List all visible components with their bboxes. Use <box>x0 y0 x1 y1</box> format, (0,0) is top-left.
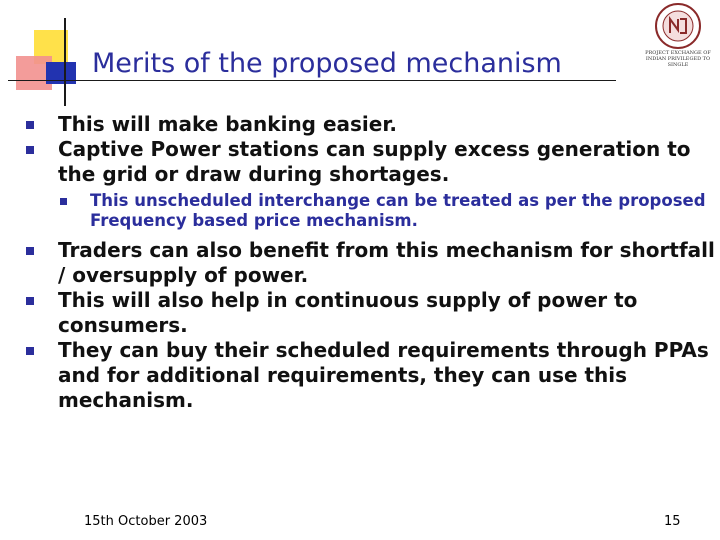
bullet-text: This will also help in continuous supply of power to consumers. <box>58 288 638 337</box>
sub-bullet-text: This unscheduled interchange can be treated as per the proposed Frequency based price mechanism. <box>90 191 706 230</box>
list-item <box>26 288 716 338</box>
bullet-text: This will make banking easier. <box>58 112 397 136</box>
bullet-list <box>26 112 716 413</box>
bullet-square-icon <box>26 146 34 154</box>
organization-logo <box>640 2 716 70</box>
slide-title: Merits of the proposed mechanism <box>92 48 562 79</box>
bullet-text: Traders can also benefit from this mechanism for shortfall / oversupply of power. <box>58 238 715 287</box>
decor-vertical-line <box>64 18 66 106</box>
bullet-text: They can buy their scheduled requirements through PPAs and for additional requirements, they can use this mechanism. <box>58 338 709 412</box>
bullet-square-icon <box>26 297 34 305</box>
bullet-square-icon <box>26 247 34 255</box>
footer-date: 15th October 2003 <box>84 514 208 529</box>
logo-emblem-icon <box>654 2 702 50</box>
bullet-text: Captive Power stations can supply excess generation to the grid or draw during shortages. <box>58 137 691 186</box>
decor-horizontal-line <box>8 80 616 81</box>
list-item <box>26 338 716 413</box>
bullet-square-icon <box>26 347 34 355</box>
bullet-square-icon <box>26 121 34 129</box>
sub-list-item <box>26 191 716 231</box>
bullet-square-icon <box>60 198 67 205</box>
list-item <box>26 112 716 137</box>
page-number: 15 <box>664 514 681 529</box>
list-item <box>26 238 716 288</box>
list-item <box>26 137 716 187</box>
logo-caption: PROJECT EXCHANGE OF INDIAN PRIVILEGED TO SINGLE <box>645 50 711 68</box>
